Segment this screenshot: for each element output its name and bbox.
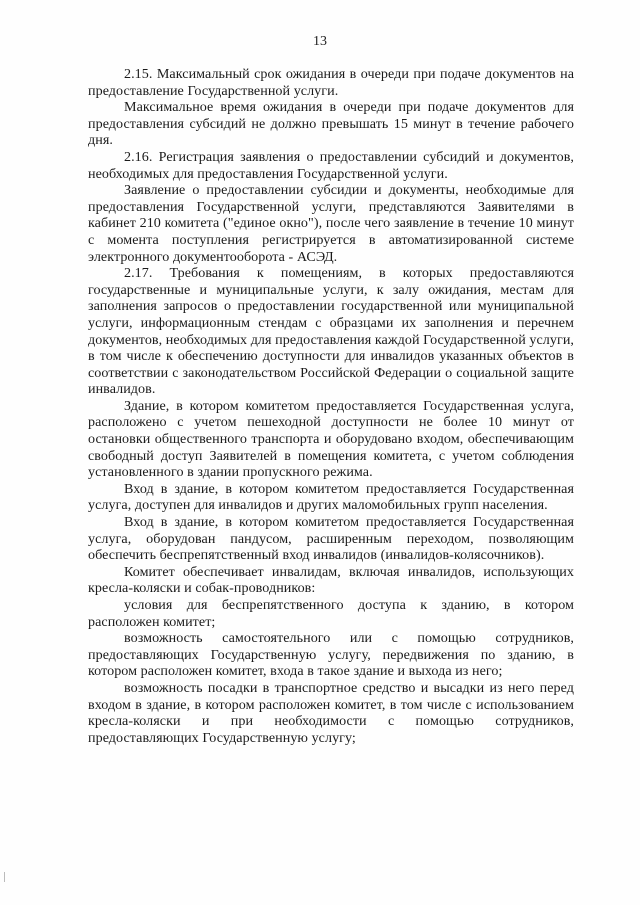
- paragraph-2-17: 2.17. Требования к помещениям, в которых предоставляются государственные и муниципальные услуги, к залу ожидания, местам для заполнения запросов о предоставлении государственной или муниципальной услуги, информационным стендам с образцами их заполнения и перечнем документов, необходимых для предоставления каждой Государственной услуги, в том числе к обеспечению доступности для инвалидов указанных объектов в соответствии с законодательством Российской Федерации о социальной защите инвалидов.: [88, 265, 574, 398]
- page-number: 13: [313, 34, 327, 49]
- paragraph-committee-provides: Комитет обеспечивает инвалидам, включая инвалидов, использующих кресла-коляски и собак-проводников:: [88, 563, 574, 597]
- paragraph-2-15: 2.15. Максимальный срок ожидания в очереди при подаче документов на предоставление Государственной услуги.: [88, 66, 574, 99]
- document-body: [88, 66, 574, 746]
- paragraph-entrance-accessible: Вход в здание, в котором комитетом предоставляется Государственная услуга, доступен для инвалидов и других маломобильных групп населения.: [88, 480, 574, 514]
- list-item-access-conditions: условия для беспрепятственного доступа к зданию, в котором расположен комитет;: [88, 597, 574, 630]
- paragraph-building-location: Здание, в котором комитетом предоставляется Государственная услуга, расположено с учетом пешеходной доступности не более 10 минут от остановки общественного транспорта и оборудовано входом, обеспечивающим свободный доступ Заявителей в помещения комитета, с учетом соблюдения установленного в здании пропускного режима.: [88, 397, 574, 481]
- paragraph-2-16: 2.16. Регистрация заявления о предоставлении субсидий и документов, необходимых для предоставления Государственной услуги.: [88, 148, 574, 182]
- paragraph-entrance-ramp: Вход в здание, в котором комитетом предоставляется Государственная услуга, оборудован пандусом, расширенным переходом, позволяющим обеспечить беспрепятственный вход инвалидов (инвалидов-колясочников).: [88, 514, 574, 564]
- scan-edge-mark: [4, 872, 5, 882]
- list-item-movement: возможность самостоятельного или с помощью сотрудников, предоставляющих Государственную услугу, передвижения по зданию, в котором расположен комитет, входа в такое здание и выхода из него;: [88, 630, 574, 680]
- list-item-transport: возможность посадки в транспортное средство и высадки из него перед входом в здание, в котором расположен комитет, в том числе с использованием кресла-коляски и при необходимости с помощью сотрудников, предоставляющих Государственную услугу;: [88, 679, 574, 746]
- paragraph-max-wait-time: Максимальное время ожидания в очереди при подаче документов для предоставления субсидий не должно превышать 15 минут в течение рабочего дня.: [88, 99, 574, 149]
- paragraph-application-submission: Заявление о предоставлении субсидии и документы, необходимые для предоставления Государственной услуги, представляются Заявителями в кабинет 210 комитета ("единое окно"), после чего заявление в течение 10 минут с момента поступления регистрируется в автоматизированной системе электронного документооборота - АСЭД.: [88, 182, 574, 265]
